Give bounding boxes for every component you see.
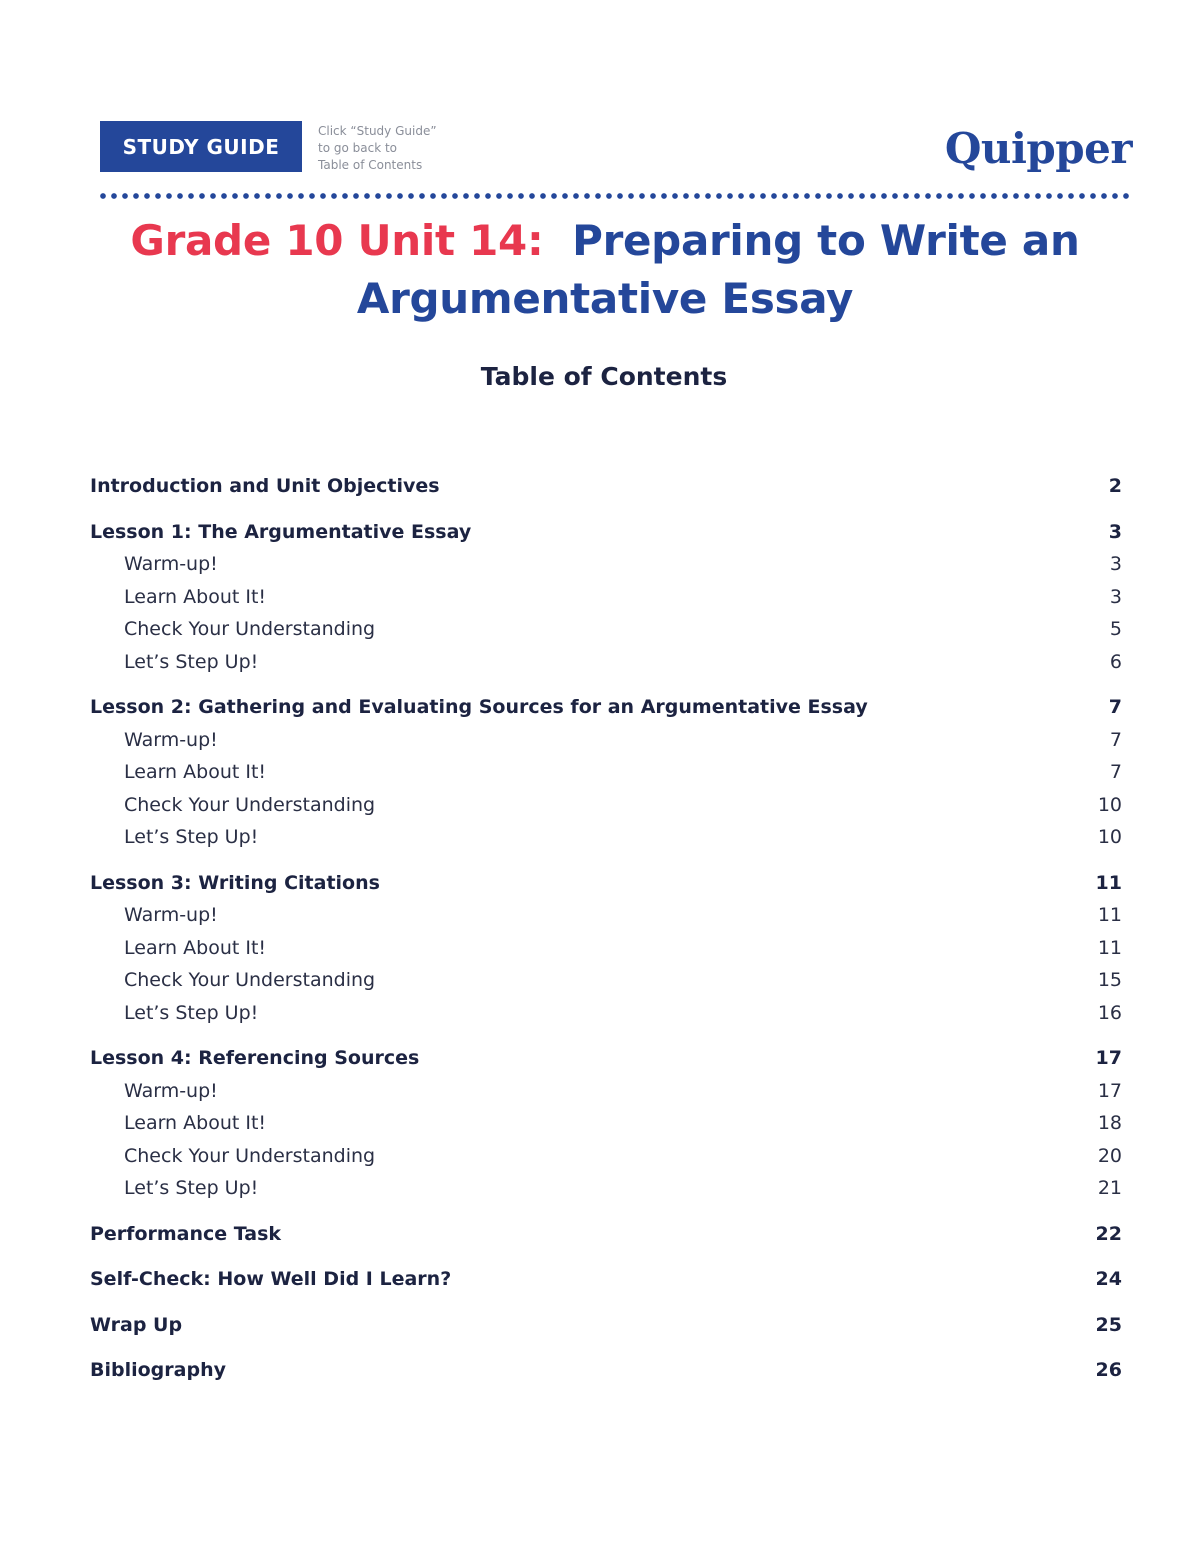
toc-section-entry[interactable] [90, 1042, 1122, 1075]
toc-subsection-entry[interactable] [90, 724, 1122, 757]
toc-section-entry[interactable] [90, 516, 1122, 549]
study-guide-label: STUDY GUIDE [122, 134, 280, 159]
toc-entry-label: Performance Task [90, 1222, 282, 1245]
toc-heading: Table of Contents [480, 362, 728, 391]
toc-section-entry[interactable] [90, 1263, 1122, 1296]
hint-line: Table of Contents [318, 158, 423, 172]
toc-subsection-entry[interactable] [90, 613, 1122, 646]
toc-page-number: 20 [1097, 1144, 1122, 1167]
header-divider [100, 193, 1134, 199]
toc-section-entry[interactable] [90, 470, 1122, 503]
toc-subsection-entry[interactable] [90, 548, 1122, 581]
hint-line: to go back to [318, 141, 398, 155]
toc-page-number: 7 [1109, 761, 1122, 783]
toc-subsection-entry[interactable] [90, 1172, 1122, 1205]
hint-line: Click “Study Guide” [318, 124, 437, 138]
toc-subsection-entry[interactable] [90, 1107, 1122, 1140]
toc-entry-label: Introduction and Unit Objectives [90, 475, 440, 497]
toc-subsection-entry[interactable] [90, 646, 1122, 679]
toc-page-number: 11 [1097, 936, 1122, 959]
page-title [60, 212, 1150, 328]
toc-page-number: 22 [1095, 1222, 1122, 1245]
table-of-contents [90, 470, 1122, 1387]
toc-subsection-entry[interactable] [90, 899, 1122, 932]
toc-page-number: 7 [1109, 728, 1122, 751]
toc-entry-label: Learn About It! [124, 585, 267, 608]
toc-entry-label: Warm-up! [124, 1079, 218, 1102]
toc-page-number: 10 [1097, 793, 1122, 816]
toc-page-number: 16 [1097, 1001, 1122, 1024]
toc-entry-label: Let’s Step Up! [124, 1001, 259, 1024]
toc-page-number: 2 [1108, 475, 1122, 497]
toc-page-number: 17 [1095, 1047, 1122, 1069]
toc-page-number: 17 [1097, 1079, 1122, 1102]
toc-section-entry[interactable] [90, 691, 1122, 724]
toc-section-entry[interactable] [90, 1354, 1122, 1387]
quipper-logo: Quipper [944, 124, 1132, 173]
toc-entry-label: Check Your Understanding [124, 969, 376, 991]
toc-entry-label: Learn About It! [124, 761, 267, 783]
toc-entry-label: Let’s Step Up! [124, 826, 259, 848]
toc-page-number: 11 [1095, 871, 1122, 894]
toc-subsection-entry[interactable] [90, 1140, 1122, 1173]
toc-entry-label: Lesson 2: Gathering and Evaluating Sources for an Argumentative Essay [90, 696, 868, 718]
toc-section-entry[interactable] [90, 1309, 1122, 1342]
toc-page-number: 25 [1095, 1313, 1122, 1336]
toc-entry-label: Let’s Step Up! [124, 650, 259, 673]
toc-entry-label: Let’s Step Up! [124, 1177, 259, 1199]
toc-entry-label: Wrap Up [90, 1313, 183, 1336]
toc-entry-label: Lesson 4: Referencing Sources [90, 1047, 420, 1069]
toc-entry-label: Check Your Understanding [124, 618, 376, 640]
toc-page-number: 3 [1109, 585, 1122, 608]
toc-entry-label: Lesson 1: The Argumentative Essay [90, 520, 472, 543]
toc-entry-label: Learn About It! [124, 1112, 267, 1134]
toc-section-entry[interactable] [90, 867, 1122, 900]
toc-subsection-entry[interactable] [90, 997, 1122, 1030]
toc-page-number: 15 [1097, 969, 1122, 991]
toc-subsection-entry[interactable] [90, 756, 1122, 789]
toc-page-number: 24 [1095, 1268, 1122, 1290]
toc-entry-label: Warm-up! [124, 553, 218, 575]
toc-page-number: 11 [1097, 904, 1122, 926]
toc-page-number: 7 [1108, 696, 1122, 718]
toc-subsection-entry[interactable] [90, 964, 1122, 997]
toc-entry-label: Bibliography [90, 1359, 226, 1381]
toc-entry-label: Check Your Understanding [124, 1144, 376, 1167]
toc-subsection-entry[interactable] [90, 789, 1122, 822]
toc-subsection-entry[interactable] [90, 932, 1122, 965]
title-unit: Grade 10 Unit 14: [130, 216, 544, 265]
study-guide-hint [318, 123, 488, 174]
toc-entry-label: Lesson 3: Writing Citations [90, 871, 380, 894]
toc-entry-label: Learn About It! [124, 936, 267, 959]
toc-entry-label: Check Your Understanding [124, 793, 376, 816]
toc-page-number: 3 [1108, 520, 1122, 543]
toc-subsection-entry[interactable] [90, 1075, 1122, 1108]
toc-entry-label: Self-Check: How Well Did I Learn? [90, 1268, 452, 1290]
toc-page-number: 26 [1095, 1359, 1122, 1381]
page-header [100, 121, 1134, 173]
toc-page-number: 10 [1097, 826, 1122, 848]
study-guide-button[interactable] [100, 121, 302, 172]
toc-entry-label: Warm-up! [124, 904, 218, 926]
toc-section-entry[interactable] [90, 1218, 1122, 1251]
toc-entry-label: Warm-up! [124, 728, 218, 751]
toc-page-number: 5 [1109, 618, 1122, 640]
toc-subsection-entry[interactable] [90, 821, 1122, 854]
toc-page-number: 6 [1109, 650, 1122, 673]
toc-page-number: 21 [1097, 1177, 1122, 1199]
toc-subsection-entry[interactable] [90, 581, 1122, 614]
toc-page-number: 3 [1109, 553, 1122, 575]
toc-page-number: 18 [1097, 1112, 1122, 1134]
title-topic: Preparing to Write an Argumentative Essay [356, 216, 1080, 323]
